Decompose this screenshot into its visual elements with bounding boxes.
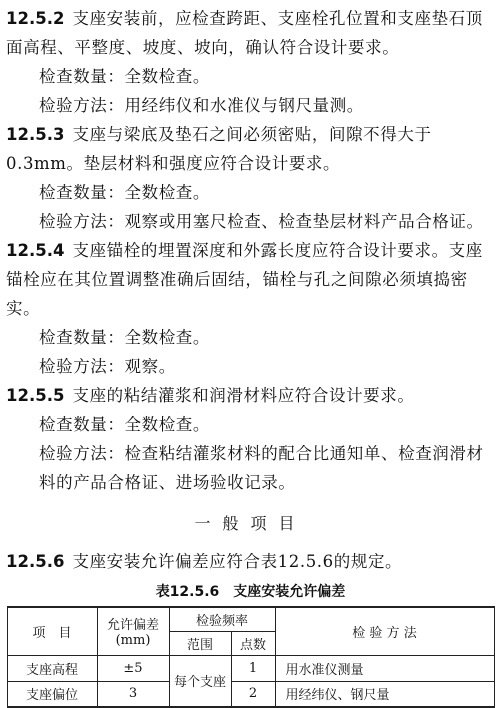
inspection-method: 检验方法：观察。 (39, 357, 176, 376)
clause-text: 支座锚栓的埋置深度和外露长度应符合设计要求。支座锚栓应在其位置调整准确后固结，锚栓与孔之间隙必须填捣密实。 (6, 241, 483, 318)
table-title: 表12.5.6 支座安装允许偏差 (155, 584, 346, 600)
cell-range: 每个支座 (169, 655, 231, 707)
inspection-quantity: 检查数量：全数检查。 (39, 67, 210, 86)
clause-text: 支座安装允许偏差应符合表12.5.6的规定。 (72, 552, 403, 571)
cell-method: 用经纬仪、钢尺量 (275, 681, 494, 707)
clause-number: 12.5.6 (6, 552, 65, 571)
cell-points: 2 (231, 681, 275, 707)
tolerance-table (7, 606, 495, 708)
clause-number: 12.5.4 (6, 241, 65, 260)
clause-12-5-6 (6, 547, 495, 576)
inspection-method: 检验方法：观察或用塞尺检查、检查垫层材料产品合格证。 (39, 212, 484, 231)
clause-12-5-3 (6, 120, 495, 178)
inspection-quantity: 检查数量：全数检查。 (39, 328, 210, 347)
cell-item: 支座高程 (7, 655, 97, 681)
inspection-quantity: 检查数量：全数检查。 (39, 415, 210, 434)
table-row (7, 655, 494, 681)
inspection-quantity: 检查数量：全数检查。 (39, 183, 210, 202)
clause-number: 12.5.5 (6, 386, 65, 405)
clause-number: 12.5.3 (6, 125, 65, 144)
clause-text: 支座与梁底及垫石之间必须密贴，间隙不得大于0.3mm。垫层材料和强度应符合设计要求。 (6, 125, 432, 173)
clause-12-5-2 (6, 4, 495, 62)
section-heading: 一般项目 (194, 514, 307, 533)
header-tolerance-unit: (mm) (115, 633, 151, 649)
cell-method: 用水准仪测量 (275, 655, 494, 681)
cell-tolerance: ±5 (97, 655, 169, 681)
inspection-method: 检验方法：用经纬仪和水准仪与钢尺量测。 (39, 96, 364, 115)
table-header-row (7, 607, 494, 631)
clause-12-5-5 (6, 381, 495, 410)
table-row (7, 681, 494, 707)
header-points: 点数 (231, 631, 275, 655)
header-range: 范围 (169, 631, 231, 655)
cell-tolerance: 3 (97, 681, 169, 707)
clause-12-5-4 (6, 236, 495, 323)
clause-text: 支座的粘结灌浆和润滑材料应符合设计要求。 (72, 386, 415, 405)
inspection-method: 检验方法：检查粘结灌浆材料的配合比通知单、检查润滑材料的产品合格证、进场验收记录。 (39, 444, 484, 492)
header-item: 项 目 (7, 607, 97, 655)
header-method: 检 验 方 法 (275, 607, 494, 655)
header-tolerance (97, 607, 169, 655)
clause-number: 12.5.2 (6, 9, 65, 28)
clause-text: 支座安装前，应检查跨距、支座栓孔位置和支座垫石顶面高程、平整度、坡度、坡向，确认符合设计要求。 (6, 9, 483, 57)
cell-item: 支座偏位 (7, 681, 97, 707)
header-frequency: 检验频率 (169, 607, 275, 631)
cell-points: 1 (231, 655, 275, 681)
header-tolerance-label: 允许偏差 (106, 618, 159, 634)
